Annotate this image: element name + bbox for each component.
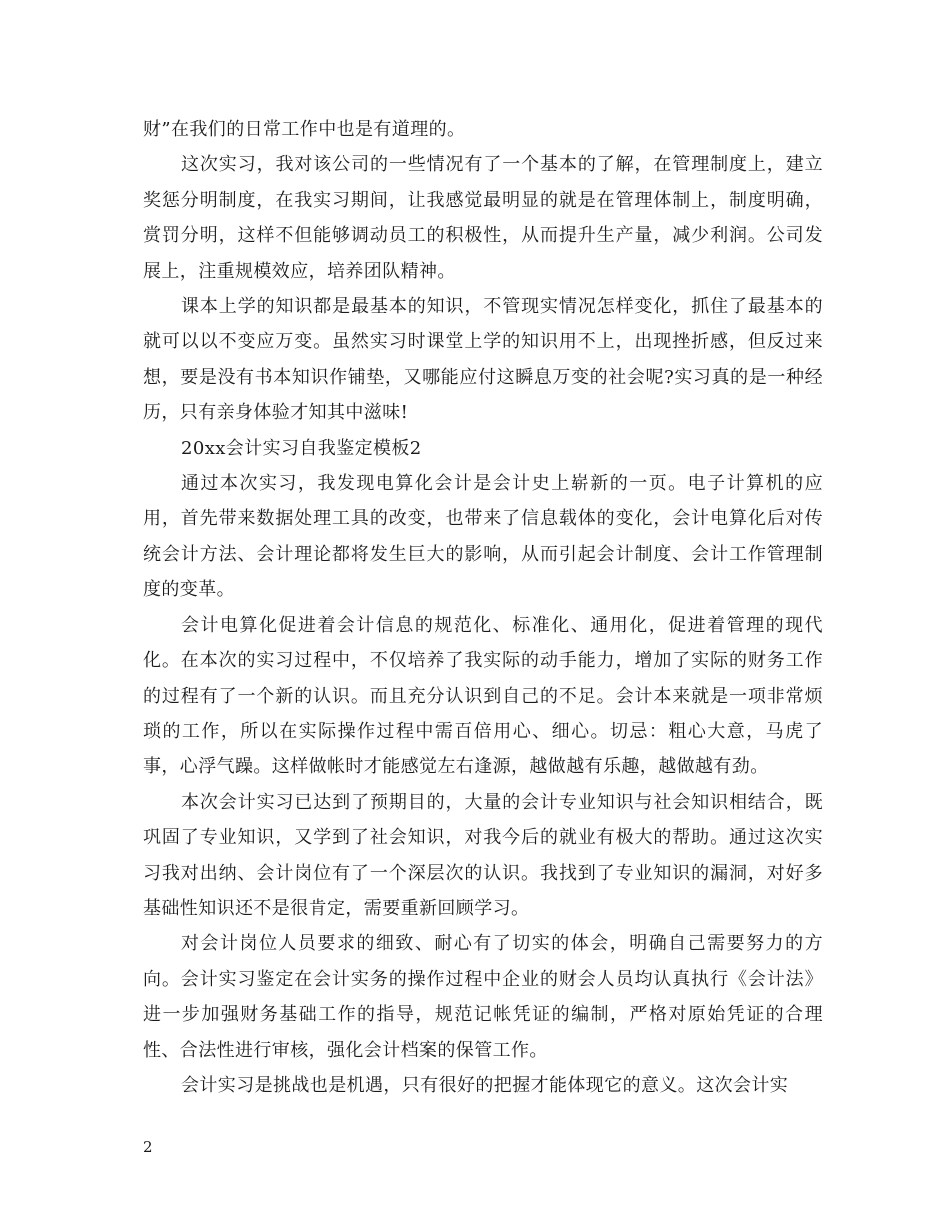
paragraph-computerized-accounting: 通过本次实习，我发现电算化会计是会计史上崭新的一页。电子计算机的应用，首先带来数据处理工具的改变，也带来了信息载体的变化，会计电算化后对传统会计方法、会计理论都将发生巨大的影响，从而引起会计制度、会计工作管理制度的变革。: [143, 473, 823, 601]
paragraph-internship-overview: 这次实习，我对该公司的一些情况有了一个基本的了解，在管理制度上，建立奖惩分明制度，在我实习期间，让我感觉最明显的就是在管理体制上，制度明确，赏罚分明，这样不但能够调动员工的积极性，从而提升生产量，减少利润。公司发展上，注重规模效应，培养团队精神。: [143, 154, 823, 282]
document-body: [143, 112, 823, 1103]
paragraph-textbook-knowledge: 课本上学的知识都是最基本的知识，不管现实情况怎样变化，抓住了最基本的就可以以不变应万变。虽然实习时课堂上学的知识用不上，出现挫折感，但反过来想，要是没有书本知识作铺垫，又哪能应付这瞬息万变的社会呢?实习真的是一种经历，只有亲身体验才知其中滋味!: [143, 296, 823, 424]
page-number: 2: [143, 1138, 153, 1156]
paragraph-challenge-opportunity: 会计实习是挑战也是机遇，只有很好的把握才能体现它的意义。这次会计实: [181, 1074, 789, 1096]
paragraph-internship-goals: 本次会计实习已达到了预期目的，大量的会计专业知识与社会知识相结合，既巩固了专业知识，又学到了社会知识，对我今后的就业有极大的帮助。通过这次实习我对出纳、会计岗位有了一个深层次的认识。我找到了专业知识的漏洞，对好多基础性知识还不是很肯定，需要重新回顾学习。: [143, 791, 823, 919]
paragraph-standardization: 会计电算化促进着会计信息的规范化、标准化、通用化，促进着管理的现代化。在本次的实习过程中，不仅培养了我实际的动手能力，增加了实际的财务工作的过程有了一个新的认识。而且充分认识到自己的不足。会计本来就是一项非常烦琐的工作，所以在实际操作过程中需百倍用心、细心。切忌：粗心大意，马虎了事，心浮气躁。这样做帐时才能感觉左右逢源，越做越有乐趣，越做越有劲。: [143, 614, 823, 778]
paragraph-continuation: 财”在我们的日常工作中也是有道理的。: [143, 119, 466, 140]
section-heading: 20xx会计实习自我鉴定模板2: [181, 437, 422, 459]
paragraph-accounting-positions: 对会计岗位人员要求的细致、耐心有了切实的体会，明确自己需要努力的方向。会计实习鉴定在会计实务的操作过程中企业的财会人员均认真执行《会计法》进一步加强财务基础工作的指导，规范记帐凭证的编制，严格对原始凭证的合理性、合法性进行审核，强化会计档案的保管工作。: [143, 933, 823, 1061]
